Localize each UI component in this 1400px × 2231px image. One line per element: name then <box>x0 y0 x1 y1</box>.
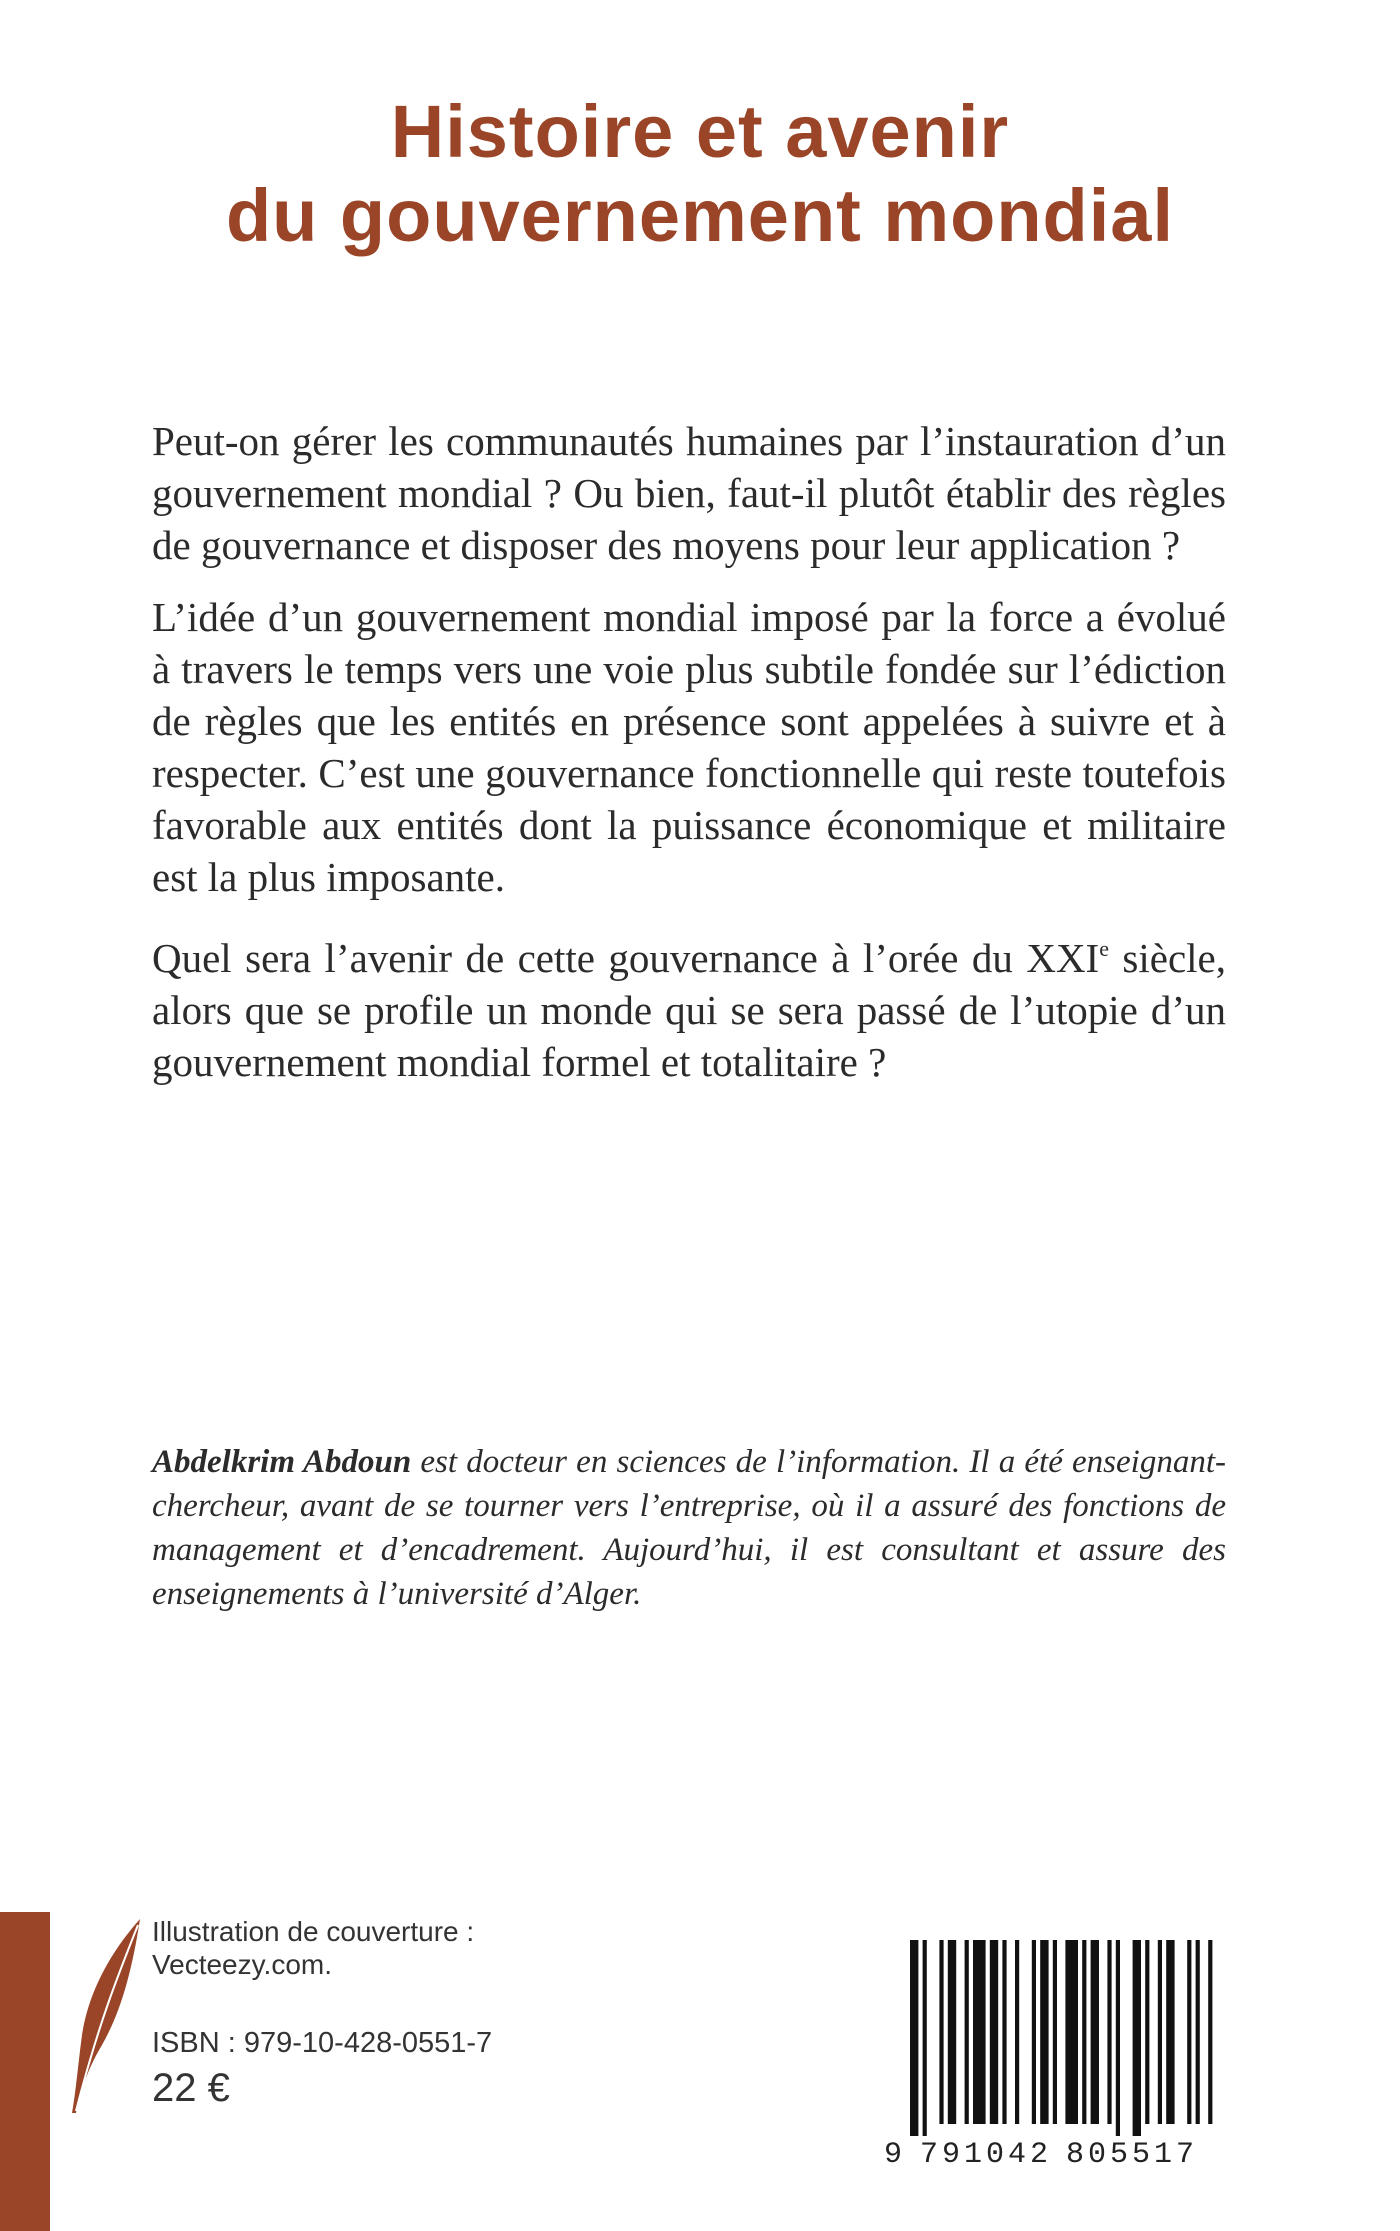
price: 22 € <box>152 2066 230 2110</box>
barcode-bar <box>1133 1940 1141 2136</box>
barcode-first-digit: 9 <box>884 2138 903 2170</box>
blurb-paragraph-1: Peut-on gérer les communautés humaines par l’instauration d’un gouvernement mondial ? Ou bien, faut-il plutôt établir des règles de gouvernance et disposer des moyens pour leur application ? <box>152 418 1226 568</box>
barcode-bar <box>939 1940 943 2124</box>
barcode-bar <box>1015 1940 1019 2124</box>
book-title <box>0 90 1400 258</box>
blurb-paragraph-3 <box>152 923 1226 1088</box>
barcode-bar <box>1091 1940 1099 2124</box>
blurb <box>152 415 1226 1108</box>
barcode-group-1: 791042 <box>920 2138 1053 2170</box>
barcode-bar <box>1065 1940 1078 2124</box>
barcode <box>880 1940 1220 2170</box>
barcode-bars <box>910 1940 1212 2136</box>
barcode-bar <box>1082 1940 1086 2124</box>
blurb-p3-start: Quel sera l’avenir de cette gouvernance à l’orée du XXI <box>152 935 1100 981</box>
barcode-bar <box>1187 1940 1191 2124</box>
blurb-p3-end: siècle, alors que se profile un monde qui se sera passé de l’utopie d’un gouvernement mondial formel et totalitaire ? <box>152 935 1226 1085</box>
barcode-bar <box>910 1940 918 2136</box>
barcode-group-2: 805517 <box>1066 2138 1199 2170</box>
barcode-bar <box>1040 1940 1048 2124</box>
barcode-bar <box>1196 1940 1200 2124</box>
barcode-bar <box>1107 1940 1111 2124</box>
barcode-bar <box>990 1940 998 2124</box>
accent-side-band <box>0 1912 50 2231</box>
author-name: Abdelkrim Abdoun <box>152 1444 412 1480</box>
feather-icon <box>68 1915 148 2115</box>
barcode-bar <box>1032 1940 1036 2124</box>
barcode-bar <box>1166 1940 1174 2124</box>
barcode-bar <box>973 1940 986 2124</box>
author-bio-text: est docteur en sciences de l’information. Il a été enseignant-chercheur, avant de se tourner vers l’entreprise, où il a assuré des fonctions de management et d’encadrement. Aujourd’hui, il est consultant et assure des enseignements à l’université d’Alger. <box>152 1444 1226 1612</box>
author-bio <box>152 1440 1226 1616</box>
barcode-bar <box>1002 1940 1006 2124</box>
illustration-credit-source: Vecteezy.com. <box>152 1949 333 1980</box>
barcode-bar <box>948 1940 956 2124</box>
barcode-bar <box>1053 1940 1057 2124</box>
credits <box>152 1915 492 2110</box>
barcode-bar <box>1116 1940 1120 2136</box>
book-title-line-1: Histoire et avenir <box>390 90 1010 173</box>
isbn: ISBN : 979-10-428-0551-7 <box>152 2027 493 2059</box>
illustration-credit-label: Illustration de couverture : <box>152 1916 475 1947</box>
barcode-bar <box>923 1940 927 2136</box>
barcode-bar <box>965 1940 969 2124</box>
century-superscript: e <box>1099 936 1109 961</box>
barcode-bar <box>1158 1940 1162 2124</box>
book-title-line-2: du gouvernement mondial <box>225 174 1175 257</box>
barcode-bar <box>1208 1940 1212 2124</box>
barcode-bar <box>1145 1940 1149 2124</box>
blurb-paragraph-2: L’idée d’un gouvernement mondial imposé par la force a évolué à travers le temps vers une voie plus subtile fondée sur l’édiction de règles que les entités en présence sont appelées à suivre et à respecter. C’est une gouvernance fonctionnelle qui reste toutefois favorable aux entités dont la puissance économique et militaire est la plus imposante. <box>152 594 1226 900</box>
